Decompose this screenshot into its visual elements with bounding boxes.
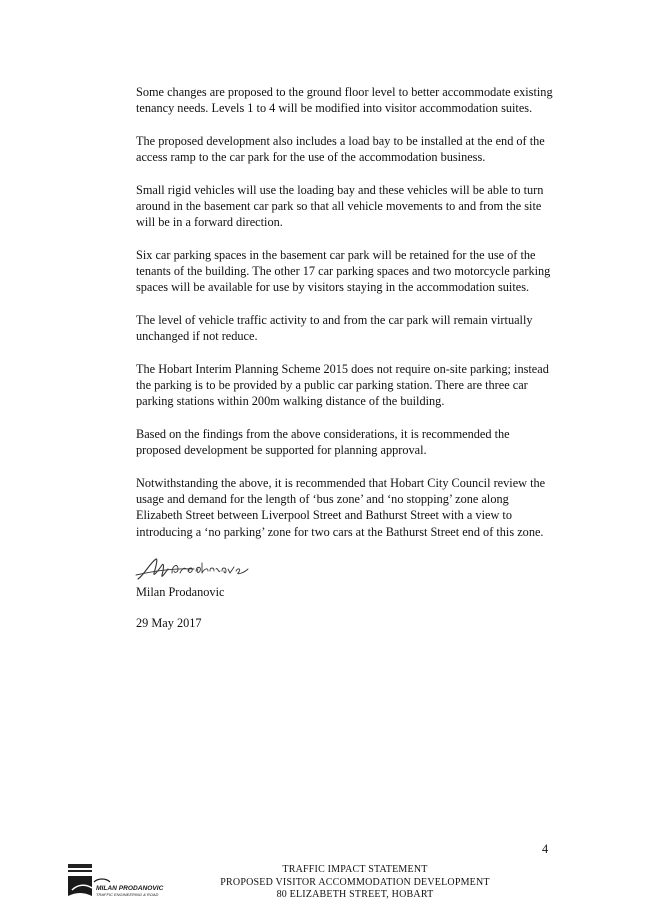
logo-name: MILAN PRODANOVIC <box>96 885 164 892</box>
logo-tagline: TRAFFIC ENGINEERING & ROAD <box>96 892 159 897</box>
body-text <box>136 84 556 556</box>
page-number: 4 <box>542 842 549 856</box>
footer-line-project: PROPOSED VISITOR ACCOMMODATION DEVELOPMENT <box>220 876 490 888</box>
paragraph-ground-floor: Some changes are proposed to the ground floor level to better accommodate existing tenancy needs. Levels 1 to 4 will be modified into visitor accommodation suites. <box>136 85 553 116</box>
paragraph-rigid-vehicles: Small rigid vehicles will use the loading bay and these vehicles will be able to turn around in the basement car park so that all vehicle movements to and from the site will be in a forward direction. <box>136 182 544 230</box>
paragraph-parking-spaces: Six car parking spaces in the basement car park will be retained for the use of the tenants of the building. The other 17 car parking spaces and two motorcycle parking spaces will be available for use by visitors staying in the accommodation suites. <box>136 247 551 295</box>
footer-text <box>190 864 520 902</box>
paragraph-planning-scheme: The Hobart Interim Planning Scheme 2015 does not require on-site parking; instead the parking is to be provided by a public car parking station. There are three car parking stations within 200m walking distance of the building. <box>136 361 549 409</box>
signer-name: Milan Prodanovic <box>136 585 225 599</box>
company-logo <box>66 862 176 900</box>
handwritten-signature <box>134 553 254 587</box>
signature-date: 29 May 2017 <box>136 616 202 630</box>
paragraph-recommendation: Notwithstanding the above, it is recommended that Hobart City Council review the usage and demand for the length of ‘bus zone’ and ‘no stopping’ zone along Elizabeth Street between Liverpool Street and Bathurst Street with a view to introducing a ‘no parking’ zone for two cars at the Bathurst Street end of this zone. <box>136 475 546 539</box>
footer-line-address: 80 ELIZABETH STREET, HOBART <box>276 889 434 900</box>
footer-line-title: TRAFFIC IMPACT STATEMENT <box>282 864 428 875</box>
paragraph-load-bay: The proposed development also includes a load bay to be installed at the end of the access ramp to the car park for the use of the accommodation business. <box>136 133 545 165</box>
paragraph-findings: Based on the findings from the above considerations, it is recommended the proposed development be supported for planning approval. <box>136 427 510 458</box>
paragraph-traffic-level: The level of vehicle traffic activity to and from the car park will remain virtually unchanged if not reduce. <box>136 313 533 344</box>
